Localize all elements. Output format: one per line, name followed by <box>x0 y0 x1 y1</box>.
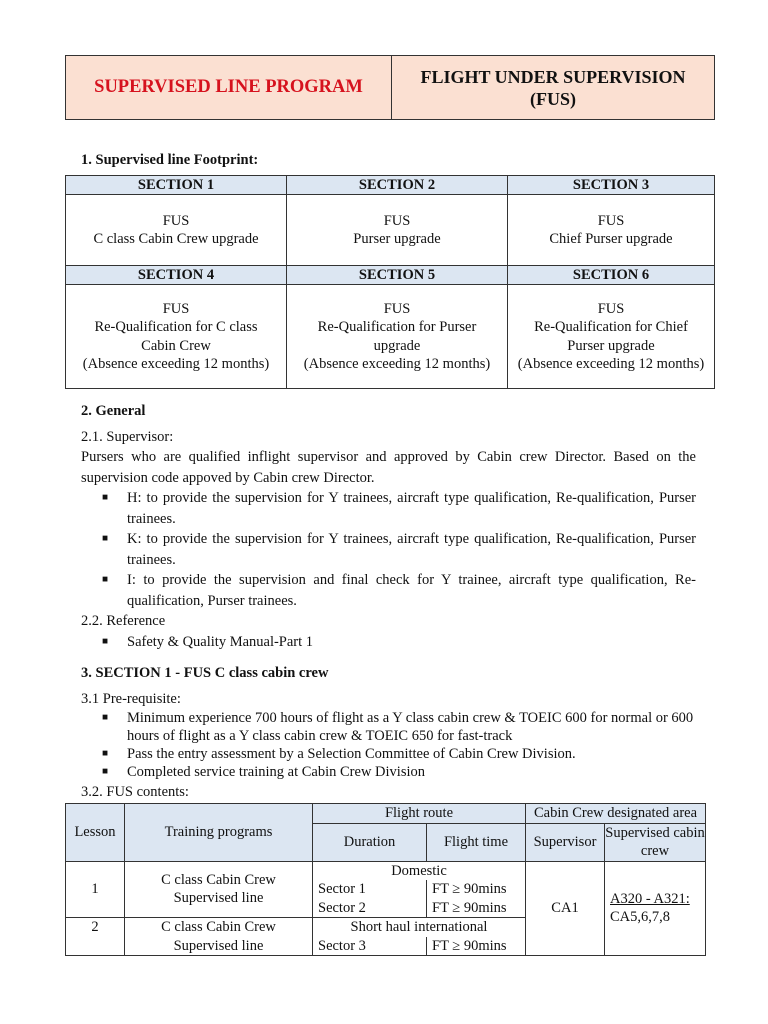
section-5-line: (Absence exceeding 12 months) <box>303 356 491 372</box>
section-4-line: (Absence exceeding 12 months) <box>82 356 270 372</box>
section-5-cell <box>287 285 508 389</box>
supervision-code-list <box>81 488 696 611</box>
section-4-line: Cabin Crew <box>141 337 211 354</box>
section-6-line: Re-Qualification for Chief <box>534 319 688 335</box>
lesson-header: Lesson <box>66 804 125 862</box>
training-header: Training programs <box>125 804 313 862</box>
section-5-line: upgrade <box>373 337 421 354</box>
reference-list <box>81 632 696 653</box>
bullet-square-icon: ■ <box>102 712 109 723</box>
section1-heading: 3. SECTION 1 - FUS C class cabin crew <box>81 665 329 681</box>
bullet-square-icon: ■ <box>102 766 109 777</box>
section-6-cell <box>508 285 715 389</box>
route-type-cell: Domestic <box>313 861 526 880</box>
list-item <box>81 632 696 653</box>
prereq-text: Minimum experience 700 hours of flight as a Y class cabin crew & TOEIC 600 for normal or 600 hours of flight as a Y class cabin crew & TOEIC 650 for fast-track <box>127 710 694 744</box>
lesson-cell: 1 <box>66 861 125 918</box>
program-title: SUPERVISED LINE PROGRAM <box>66 56 392 120</box>
prereq-list <box>81 709 721 781</box>
section-3-line: FUS <box>597 212 625 229</box>
supervised-cell <box>605 861 706 956</box>
section-1-line: FUS <box>162 212 190 229</box>
section-1-title: SECTION 1 <box>66 176 287 195</box>
document-title-line1: FLIGHT UNDER SUPERVISION <box>420 66 686 87</box>
code-i-text: I: to provide the supervision and final check for Y trainee, aircraft type qualification, Re-qualification, Purser trainees. <box>127 572 696 609</box>
list-item <box>81 763 721 781</box>
bullet-square-icon: ■ <box>102 748 109 759</box>
section-4-line: Re-Qualification for C class <box>94 319 258 335</box>
bullet-square-icon: ■ <box>102 574 109 585</box>
section-6-title: SECTION 6 <box>508 266 715 285</box>
section-2-title: SECTION 2 <box>287 176 508 195</box>
section-5-line: Re-Qualification for Purser <box>317 319 477 335</box>
reference-text: Safety & Quality Manual-Part 1 <box>127 634 314 650</box>
crew-positions: CA5,6,7,8 <box>610 909 671 926</box>
duration-header: Duration <box>313 823 427 861</box>
ft-cell: FT ≥ 90mins <box>427 937 526 956</box>
sector-cell: Sector 3 <box>313 937 427 956</box>
program-cell: C class Cabin Crew Supervised line <box>125 918 313 956</box>
list-item <box>81 529 696 570</box>
section-5-line: FUS <box>383 300 411 317</box>
supervisor-text: Pursers who are qualified inflight supervisor and approved by Cabin crew Director. Based on the supervision code appoved by Cabin crew Director. <box>81 449 696 486</box>
bullet-square-icon: ■ <box>102 533 109 544</box>
bullet-square-icon: ■ <box>102 636 109 647</box>
bullet-square-icon: ■ <box>102 492 109 503</box>
list-item <box>81 570 696 611</box>
supervisor-cell: CA1 <box>526 861 605 956</box>
section-2-line: Purser upgrade <box>353 231 441 247</box>
flight-time-header: Flight time <box>427 823 526 861</box>
list-item <box>81 488 696 529</box>
section-3-line: Chief Purser upgrade <box>549 231 673 247</box>
reference-heading: 2.2. Reference <box>81 613 166 629</box>
ft-cell: FT ≥ 90mins <box>427 880 526 899</box>
section-6-line: Purser upgrade <box>567 337 655 354</box>
code-k-text: K: to provide the supervision for Y trainees, aircraft type qualification, Re-qualification, Purser trainees. <box>127 531 696 568</box>
aircraft-type: A320 - A321: <box>610 890 690 907</box>
footprint-heading: 1. Supervised line Footprint: <box>81 152 259 168</box>
section-4-cell <box>66 285 287 389</box>
area-header: Cabin Crew designated area <box>526 804 706 824</box>
prereq-text: Completed service training at Cabin Crew Division <box>127 764 425 780</box>
section-3-cell <box>508 195 715 266</box>
prereq-text: Pass the entry assessment by a Selection Committee of Cabin Crew Division. <box>127 746 576 762</box>
section-2-cell <box>287 195 508 266</box>
list-item <box>81 709 721 745</box>
sector-cell: Sector 2 <box>313 899 427 918</box>
route-header: Flight route <box>313 804 526 824</box>
supervisor-header: Supervisor <box>526 823 605 861</box>
section-4-line: FUS <box>162 300 190 317</box>
fus-contents-table <box>65 803 706 956</box>
section-1-line: C class Cabin Crew upgrade <box>93 231 259 247</box>
prereq-heading: 3.1 Pre-requisite: <box>81 691 181 707</box>
section-2-line: FUS <box>383 212 411 229</box>
supervised-header: Supervised cabin crew <box>605 824 705 859</box>
document-title-line2: (FUS) <box>530 88 576 109</box>
supervisor-heading: 2.1. Supervisor: <box>81 429 174 445</box>
section-1-cell <box>66 195 287 266</box>
code-h-text: H: to provide the supervision for Y trainees, aircraft type qualification, Re-qualification, Purser trainees. <box>127 490 696 527</box>
section-5-title: SECTION 5 <box>287 266 508 285</box>
route-type-cell: Short haul international <box>313 918 526 937</box>
footprint-table <box>65 175 715 389</box>
lesson-cell: 2 <box>66 918 125 956</box>
contents-heading: 3.2. FUS contents: <box>81 784 189 800</box>
ft-cell: FT ≥ 90mins <box>427 899 526 918</box>
document-title <box>392 56 715 120</box>
header-box <box>65 55 715 120</box>
section-3-title: SECTION 3 <box>508 176 715 195</box>
section-6-line: (Absence exceeding 12 months) <box>517 356 705 372</box>
program-cell: C class Cabin Crew Supervised line <box>125 861 313 918</box>
general-heading: 2. General <box>81 403 146 419</box>
section-4-title: SECTION 4 <box>66 266 287 285</box>
sector-cell: Sector 1 <box>313 880 427 899</box>
table-row <box>66 861 706 880</box>
section-6-line: FUS <box>597 300 625 317</box>
list-item <box>81 745 721 763</box>
